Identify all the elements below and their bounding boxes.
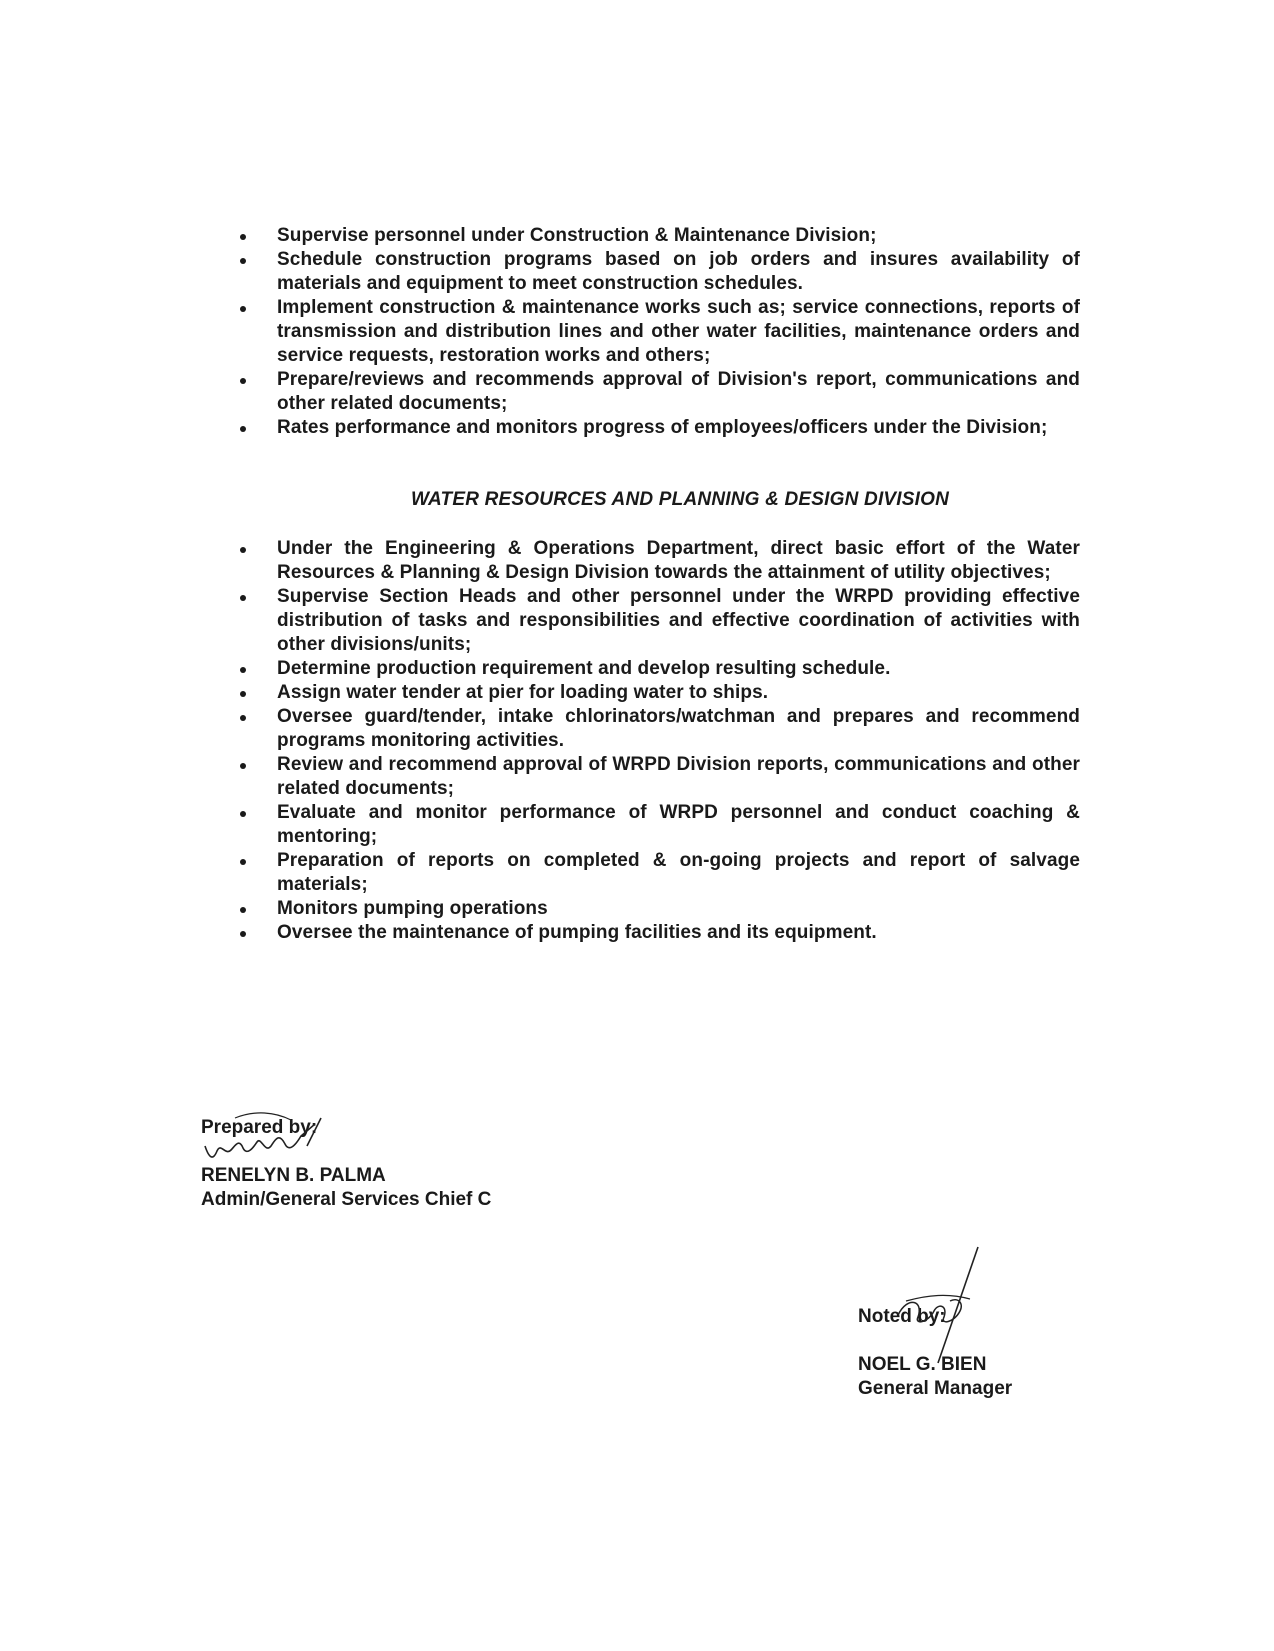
bullet-icon — [240, 547, 246, 553]
noted-by-block — [858, 1305, 1012, 1401]
list-item: Oversee guard/tender, intake chlorinators/watchman and prepares and recommend programs monitoring activities. — [240, 705, 1080, 753]
list-item: Oversee the maintenance of pumping facilities and its equipment. — [240, 921, 1080, 945]
bullet-icon — [240, 907, 246, 913]
bullet-icon — [240, 595, 246, 601]
list-item: Review and recommend approval of WRPD Division reports, communications and other related documents; — [240, 753, 1080, 801]
noted-by-label: Noted by: — [858, 1306, 946, 1327]
construction-duties-list — [240, 224, 1080, 440]
prepared-by-label: Prepared by: — [201, 1117, 318, 1138]
preparer-name: RENELYN B. PALMA — [201, 1165, 386, 1186]
list-item: Implement construction & maintenance works such as; service connections, reports of transmission and distribution lines and other water facilities, maintenance orders and service requests, restoration works and others; — [240, 296, 1080, 368]
list-item: Under the Engineering & Operations Department, direct basic effort of the Water Resources & Planning & Design Division towards the attainment of utility objectives; — [240, 537, 1080, 585]
list-item: Supervise personnel under Construction & Maintenance Division; — [240, 224, 1080, 248]
bullet-icon — [240, 931, 246, 937]
list-item: Preparation of reports on completed & on-going projects and report of salvage materials; — [240, 849, 1080, 897]
bullet-icon — [240, 258, 246, 264]
bullet-icon — [240, 667, 246, 673]
bullet-icon — [240, 715, 246, 721]
list-item: Schedule construction programs based on job orders and insures availability of materials and equipment to meet construction schedules. — [240, 248, 1080, 296]
bullet-icon — [240, 763, 246, 769]
bullet-icon — [240, 234, 246, 240]
list-item: Prepare/reviews and recommends approval of Division's report, communications and other related documents; — [240, 368, 1080, 416]
bullet-icon — [240, 306, 246, 312]
list-item: Rates performance and monitors progress of employees/officers under the Division; — [240, 416, 1080, 440]
noter-name: NOEL G. BIEN — [858, 1354, 987, 1375]
list-item: Evaluate and monitor performance of WRPD personnel and conduct coaching & mentoring; — [240, 801, 1080, 849]
bullet-icon — [240, 691, 246, 697]
list-item: Determine production requirement and develop resulting schedule. — [240, 657, 1080, 681]
list-item: Assign water tender at pier for loading water to ships. — [240, 681, 1080, 705]
prepared-by-block — [201, 1116, 491, 1212]
list-item: Supervise Section Heads and other personnel under the WRPD providing effective distribution of tasks and responsibilities and effective coordination of activities with other divisions/units; — [240, 585, 1080, 657]
preparer-title: Admin/General Services Chief C — [201, 1189, 492, 1210]
bullet-icon — [240, 811, 246, 817]
bullet-icon — [240, 426, 246, 432]
section-heading: WATER RESOURCES AND PLANNING & DESIGN DIVISION — [410, 489, 950, 510]
list-item: Monitors pumping operations — [240, 897, 1080, 921]
bullet-icon — [240, 378, 246, 384]
bullet-icon — [240, 859, 246, 865]
wrpd-duties-list — [240, 537, 1080, 945]
noter-title: General Manager — [858, 1378, 1013, 1399]
